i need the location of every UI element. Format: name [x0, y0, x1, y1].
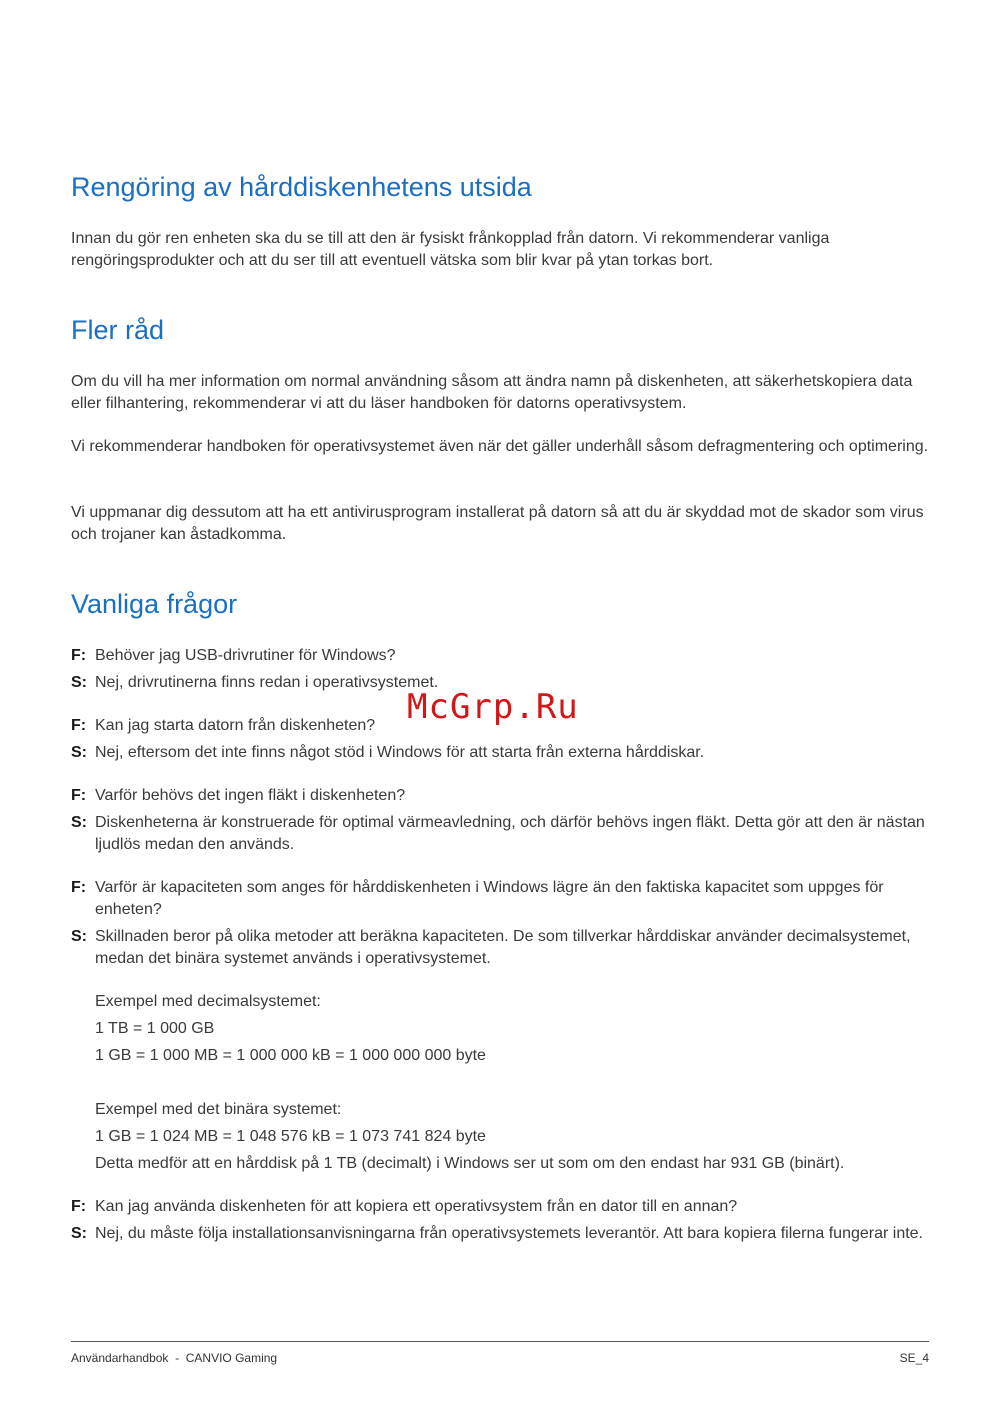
answer-prefix: S:: [71, 744, 87, 761]
example-decimal: [95, 991, 929, 1067]
answer-text: Skillnaden beror på olika metoder att beräkna kapaciteten. De som tillverkar hårddiskar använder decimalsystemet, medan det binära systemet används i operativsystemet.: [95, 928, 911, 967]
section-title-cleaning: Rengöring av hårddiskenhetens utsida: [71, 172, 532, 202]
faq-answer-2: [71, 742, 929, 764]
faq-question-1: [71, 645, 929, 667]
faq-list: [71, 645, 929, 1245]
question-prefix: F:: [71, 647, 87, 664]
faq-answer-3: [71, 812, 929, 856]
example-decimal-line-2: 1 GB = 1 000 MB = 1 000 000 kB = 1 000 000 000 byte: [95, 1047, 486, 1064]
example-binary-line-1: 1 GB = 1 024 MB = 1 048 576 kB = 1 073 741 824 byte: [95, 1128, 486, 1145]
example-binary-line-2: Detta medför att en hårddisk på 1 TB (decimalt) i Windows ser ut som om den endast har 931 GB (binärt).: [95, 1155, 845, 1172]
faq-question-4: [71, 877, 929, 921]
faq-answer-4: [71, 926, 929, 970]
answer-text: Nej, drivrutinerna finns redan i operativsystemet.: [95, 674, 439, 691]
answer-text: Nej, du måste följa installationsanvisningarna från operativsystemets leverantör. Att bara kopiera filerna fungerar inte.: [95, 1225, 923, 1242]
answer-prefix: S:: [71, 1225, 87, 1242]
section-title-more-tips: Fler råd: [71, 315, 165, 345]
example-decimal-title: Exempel med decimalsystemet:: [95, 993, 321, 1010]
page-number: SE_4: [899, 1351, 929, 1365]
answer-text: Diskenheterna är konstruerade för optimal värmeavledning, och därför behövs ingen fläkt. Detta gör att den är nästan ljudlös medan den används.: [95, 814, 925, 853]
example-binary: [95, 1099, 929, 1175]
watermark: McGrp.Ru: [407, 687, 579, 727]
question-text: Varför är kapaciteten som anges för hårddiskenheten i Windows lägre än den faktiska kapacitet som uppges för enheten?: [95, 879, 884, 918]
question-prefix: F:: [71, 787, 87, 804]
question-text: Varför behövs det ingen fläkt i diskenheten?: [95, 787, 406, 804]
question-text: Kan jag starta datorn från diskenheten?: [95, 717, 376, 734]
answer-prefix: S:: [71, 674, 87, 691]
more-tips-paragraph-2: Vi rekommenderar handboken för operativsystemet även när det gäller underhåll såsom defragmentering och optimering.: [71, 438, 929, 455]
question-prefix: F:: [71, 879, 87, 896]
faq-question-3: [71, 785, 929, 807]
example-decimal-line-1: 1 TB = 1 000 GB: [95, 1020, 215, 1037]
question-text: Behöver jag USB-drivrutiner för Windows?: [95, 647, 396, 664]
footer-divider: [71, 1341, 929, 1342]
more-tips-paragraph-1: Om du vill ha mer information om normal användning såsom att ändra namn på diskenheten, att säkerhetskopiera data eller filhantering, rekommenderar vi att du läser handboken för datorns operativsystem.: [71, 373, 913, 412]
example-binary-title: Exempel med det binära systemet:: [95, 1101, 342, 1118]
question-prefix: F:: [71, 1198, 87, 1215]
faq-question-5: [71, 1196, 929, 1218]
cleaning-paragraph: Innan du gör ren enheten ska du se till att den är fysiskt frånkopplad från datorn. Vi rekommenderar vanliga rengöringsprodukter och att du ser till att eventuell vätska som blir kvar på ytan torkas bort.: [71, 230, 830, 269]
answer-prefix: S:: [71, 814, 87, 831]
answer-text: Nej, eftersom det inte finns något stöd i Windows för att starta från externa hårddiskar.: [95, 744, 705, 761]
section-title-faq: Vanliga frågor: [71, 589, 238, 619]
more-tips-paragraph-3: Vi uppmanar dig dessutom att ha ett antivirusprogram installerat på datorn så att du är skyddad mot de skador som virus och trojaner kan åstadkomma.: [71, 504, 924, 543]
faq-answer-5: [71, 1223, 929, 1245]
question-prefix: F:: [71, 717, 87, 734]
footer-title: Användarhandbok - CANVIO Gaming: [71, 1351, 278, 1365]
answer-prefix: S:: [71, 928, 87, 945]
question-text: Kan jag använda diskenheten för att kopiera ett operativsystem från en dator till en annan?: [95, 1198, 738, 1215]
